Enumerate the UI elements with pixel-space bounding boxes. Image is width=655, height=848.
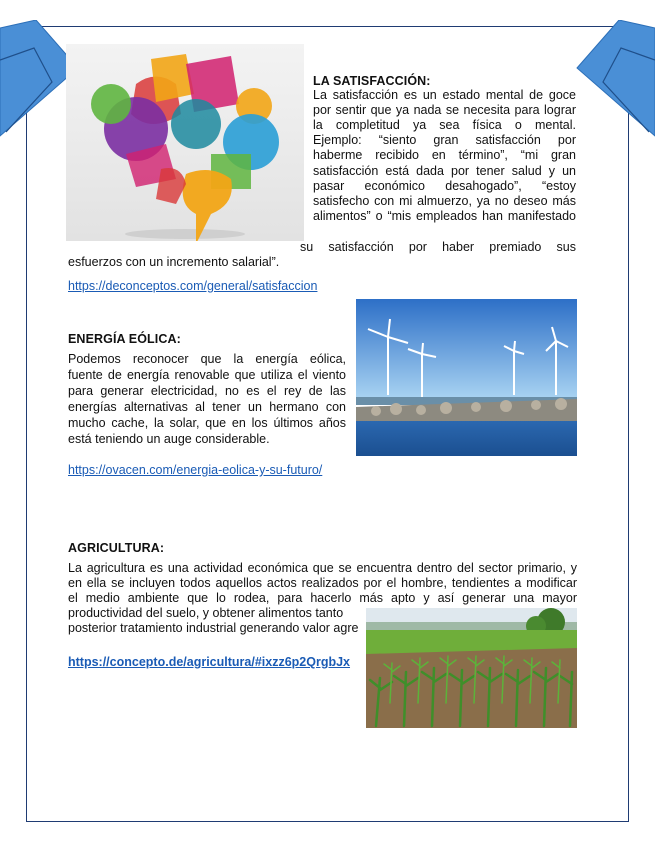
agriculture-line: posterior tratamiento industrial generando valor agre <box>68 621 359 635</box>
agriculture-line: el medio ambiente que lo rodea, para hacerlo más apto y así generar una mayor <box>68 591 577 605</box>
satisfaction-line: haberme recibido en término”, “mi gran <box>313 148 576 162</box>
wind-heading: ENERGÍA EÓLICA: <box>68 332 181 346</box>
satisfaction-line: Ejemplo: “siento gran satisfacción por <box>313 133 576 147</box>
satisfaction-line: satisfacción está dada por tener salud y un <box>313 164 576 178</box>
satisfaction-line: alimentos” o “mis empleados han manifestado <box>313 209 576 223</box>
agriculture-line: productividad del suelo, y obtener alimentos tanto <box>68 606 344 620</box>
agriculture-heading: AGRICULTURA: <box>68 541 165 555</box>
wind-line: Podemos reconocer que la energía eólica, <box>68 352 346 366</box>
satisfaction-line: su satisfacción por haber premiado sus <box>300 240 576 254</box>
satisfaction-line: la completitud ya sea física o mental. <box>313 118 576 132</box>
satisfaction-heading: LA SATISFACCIÓN: <box>313 74 431 88</box>
wind-line: fuente de energía renovable que utiliza el viento <box>68 368 346 382</box>
satisfaction-line: La satisfacción es un estado mental de goce <box>313 88 576 102</box>
satisfaction-line: pasar económico desahogado”, “estoy <box>313 179 576 193</box>
satisfaction-source-link[interactable]: https://deconceptos.com/general/satisfaccion <box>68 279 318 293</box>
wind-source-link[interactable]: https://ovacen.com/energia-eolica-y-su-futuro/ <box>68 463 323 477</box>
corner-ornament-top-right <box>575 20 655 140</box>
speech-bubbles-image <box>66 44 304 241</box>
agriculture-source-link[interactable]: https://concepto.de/agricultura/#ixzz6p2QrgbJx <box>68 655 351 669</box>
wind-line: energías alternativas al tener un hermano con <box>68 400 346 414</box>
satisfaction-line: por sentir que ya nada se necesita para lograr <box>313 103 576 117</box>
agriculture-line: en ella se incluyen todos aquellos actos realizados por el hombre, tendientes a modificar <box>68 576 577 590</box>
satisfaction-line: satisfecho con mi almuerzo, ya no deseo más <box>313 194 576 208</box>
cornfield-image <box>366 608 577 728</box>
wind-line: está teniendo un auge considerable. <box>68 432 270 446</box>
wind-line: mucho cache, la solar, que en los últimos años <box>68 416 346 430</box>
satisfaction-line: esfuerzos con un incremento salarial”. <box>68 255 280 269</box>
agriculture-line: La agricultura es una actividad económica que se encuentra dentro del sector primario, y <box>68 561 577 575</box>
wind-turbines-image <box>356 299 577 456</box>
wind-line: para generar electricidad, no es el rey de las <box>68 384 346 398</box>
